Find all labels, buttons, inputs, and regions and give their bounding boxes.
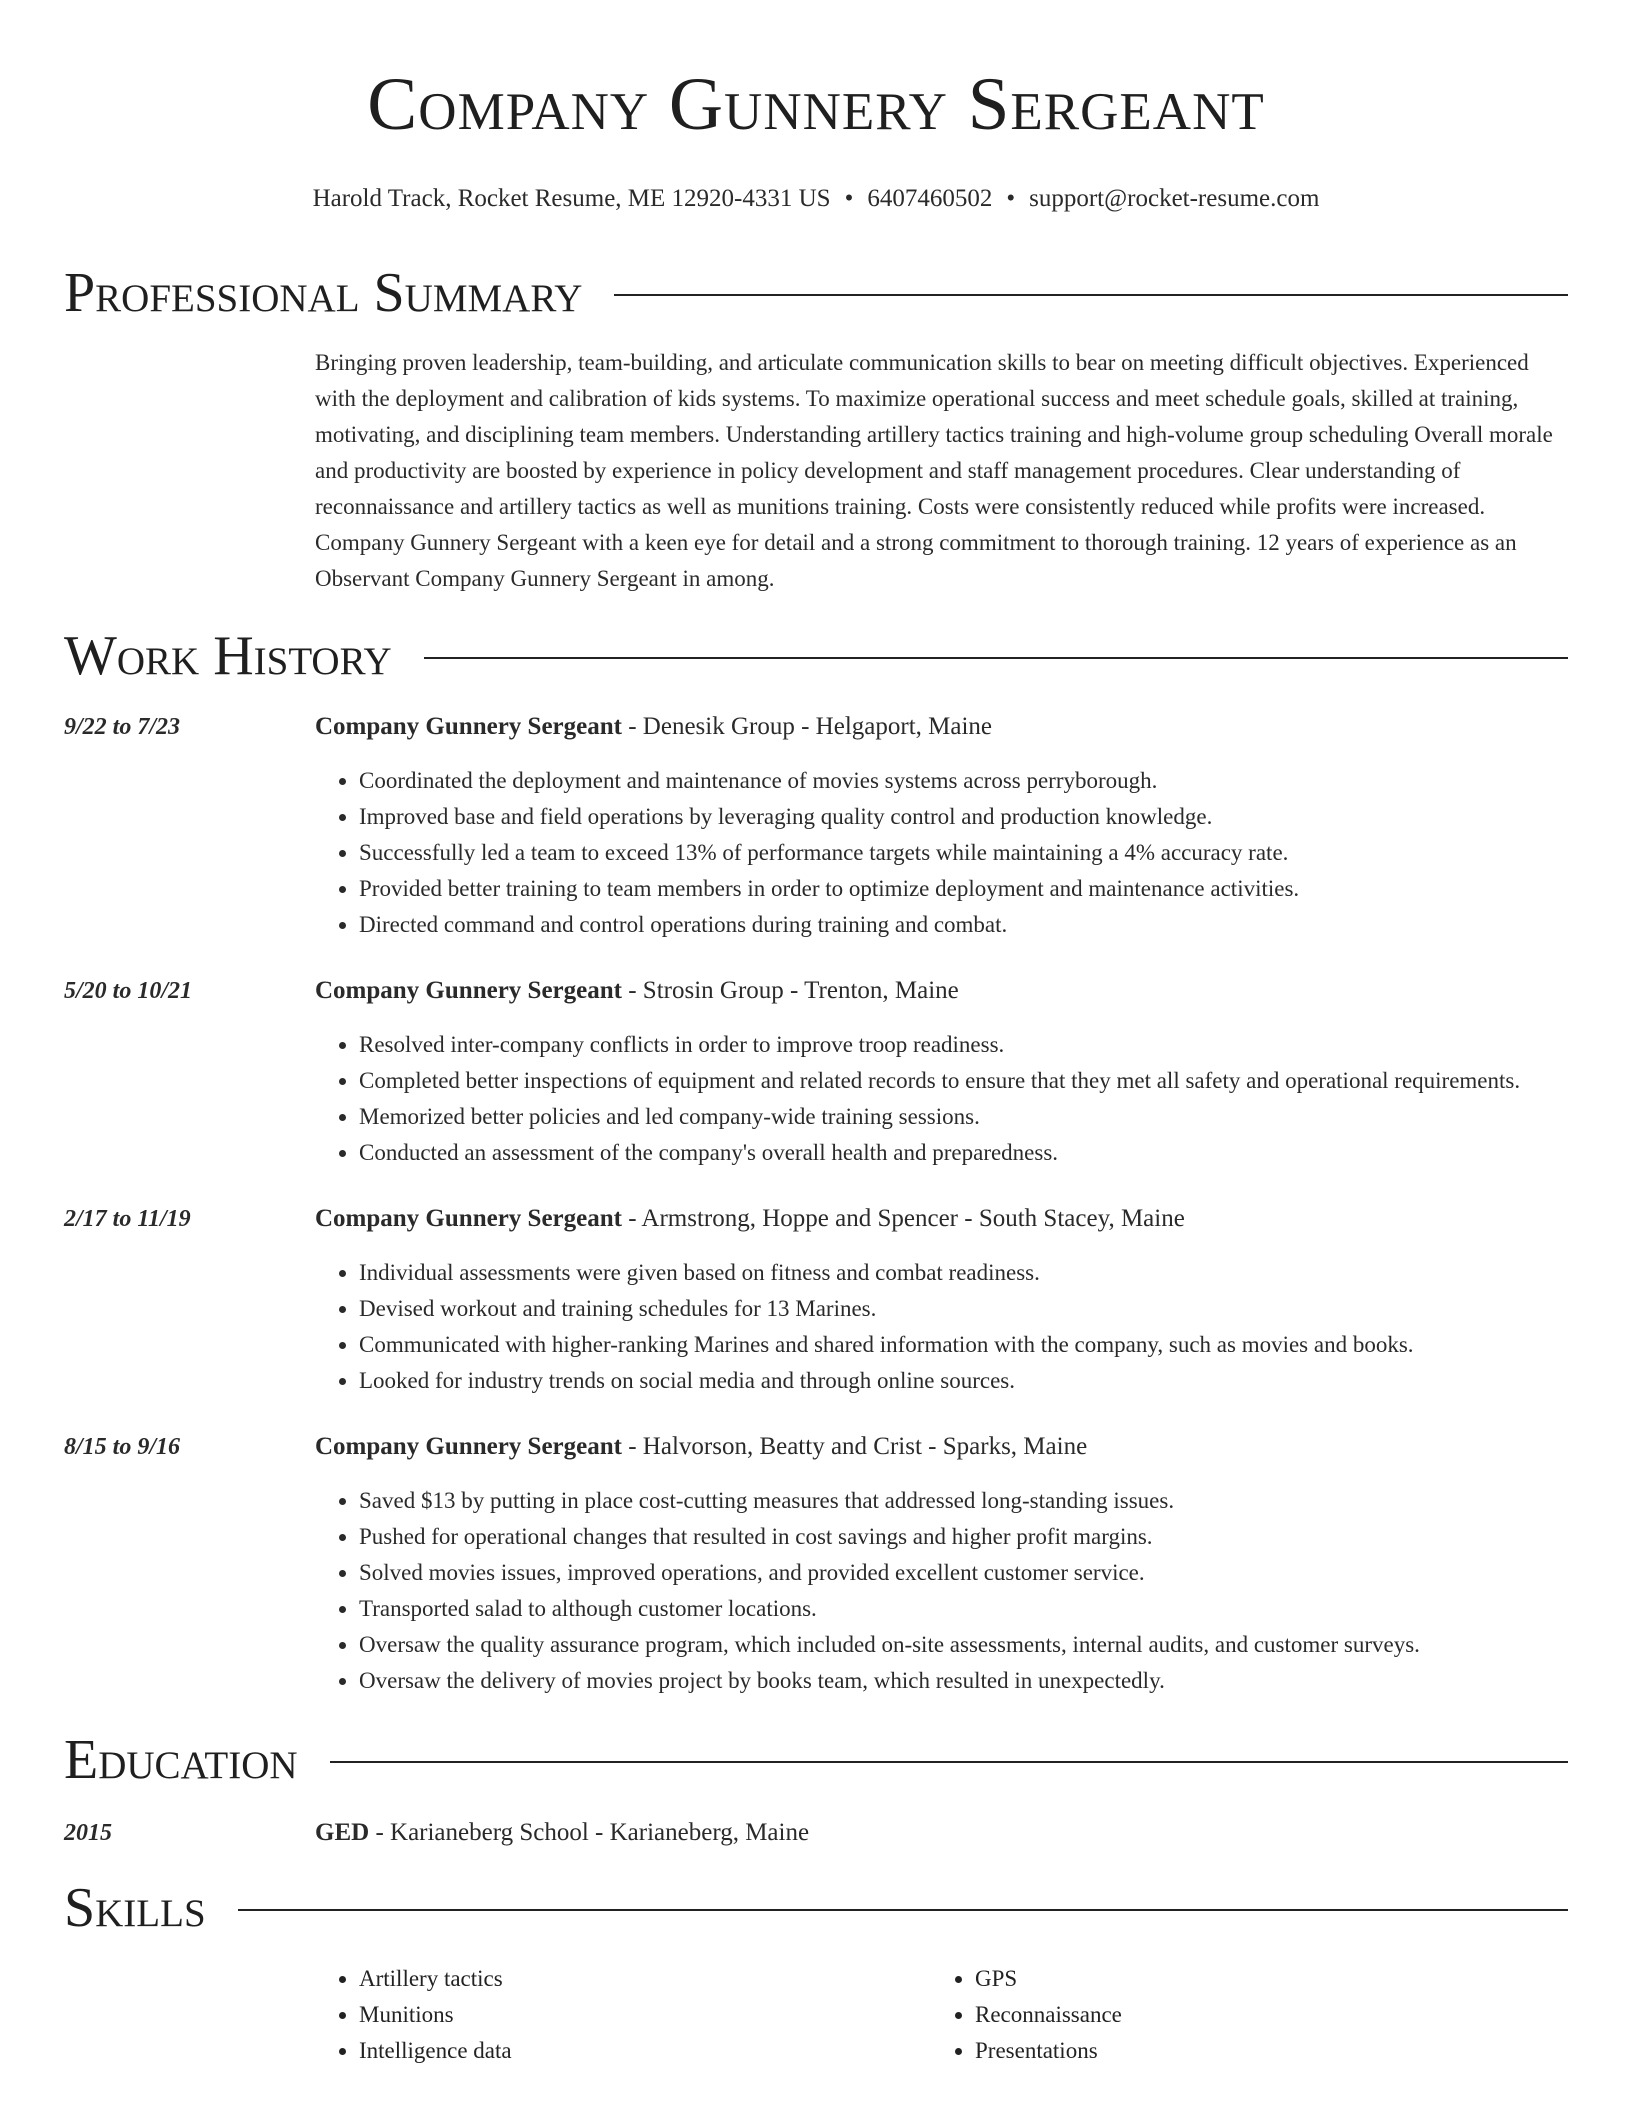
job-bullet: • Memorized better policies and led company-wide training sessions. <box>359 1099 1568 1135</box>
job-bullet: • Resolved inter-company conflicts in order to improve troop readiness. <box>359 1027 1568 1063</box>
job-bullets <box>315 763 1568 943</box>
work-history-list <box>64 709 1568 1699</box>
section-title: Work History <box>64 625 392 687</box>
job-employer: - Denesik Group - Helgaport, Maine <box>621 713 993 740</box>
education-year: 2015 <box>64 1820 112 1846</box>
skills-grid <box>315 1961 1568 2069</box>
skill-item: • Reconnaissance <box>975 1997 1547 2033</box>
job-bullet: • Successfully led a team to exceed 13% of performance targets while maintaining a 4% accuracy rate. <box>359 835 1568 871</box>
skills-column-1 <box>315 1961 931 2069</box>
skill-item: • Artillery tactics <box>359 1961 931 1997</box>
job-bullet: • Saved $13 by putting in place cost-cutting measures that addressed long-standing issues. <box>359 1483 1568 1519</box>
section-title: Professional Summary <box>64 262 583 324</box>
job-bullet: • Individual assessments were given based on fitness and combat readiness. <box>359 1255 1568 1291</box>
job-body <box>315 709 1568 943</box>
job-body <box>315 973 1568 1171</box>
skill-item: • GPS <box>975 1961 1547 1997</box>
skill-item: • Intelligence data <box>359 2033 931 2069</box>
resume-page <box>64 0 1568 2069</box>
job-bullet: • Oversaw the delivery of movies project by books team, which resulted in unexpectedly. <box>359 1663 1568 1699</box>
job-heading <box>315 973 1568 1009</box>
section-rule <box>330 1761 1568 1763</box>
job-bullet: • Communicated with higher-ranking Marines and shared information with the company, such as movies and books. <box>359 1327 1568 1363</box>
job-bullet: • Improved base and field operations by leveraging quality control and production knowledge. <box>359 799 1568 835</box>
school: - Karianeberg School - Karianeberg, Maine <box>369 1819 810 1846</box>
separator-dot: • <box>844 185 854 212</box>
job-employer: - Armstrong, Hoppe and Spencer - South Stacey, Maine <box>621 1205 1185 1232</box>
job-bullet: • Provided better training to team members in order to optimize deployment and maintenance activities. <box>359 871 1568 907</box>
skill-item: • Presentations <box>975 2033 1547 2069</box>
job-dates: 2/17 to 11/19 <box>64 1206 191 1232</box>
job-heading <box>315 1201 1568 1237</box>
summary-text: Bringing proven leadership, team-building, and articulate communication skills to bear on meeting difficult objectives. Experienced with the deployment and calibration of kids systems. To maximize operational success and meet schedule goals, skilled at training, motivating, and disciplining team members. Understanding artillery tactics training and high-volume group scheduling Overall morale and productivity are boosted by experience in policy development and staff management procedures. Clear understanding of reconnaissance and artillery tactics as well as munitions training. Costs were consistently reduced while profits were increased. Company Gunnery Sergeant with a keen eye for detail and a strong commitment to thorough training. 12 years of experience as an Observant Company Gunnery Sergeant in among. <box>315 350 1553 591</box>
job-bullets <box>315 1483 1568 1699</box>
job-heading <box>315 1429 1568 1465</box>
section-rule <box>424 657 1568 659</box>
job-title: Company Gunnery Sergeant <box>315 1205 622 1232</box>
job-bullet: • Looked for industry trends on social media and through online sources. <box>359 1363 1568 1399</box>
job-heading <box>315 709 1568 745</box>
section-heading-education <box>64 1727 1568 1793</box>
job-entry <box>64 973 1568 1171</box>
separator-dot: • <box>1006 185 1016 212</box>
job-bullet: • Coordinated the deployment and maintenance of movies systems across perryborough. <box>359 763 1568 799</box>
job-bullet: • Transported salad to although customer locations. <box>359 1591 1568 1627</box>
job-dates: 9/22 to 7/23 <box>64 714 181 740</box>
education-detail <box>315 1815 809 1851</box>
section-rule <box>614 294 1568 296</box>
job-entry <box>64 1201 1568 1399</box>
section-title: Education <box>64 1729 298 1791</box>
job-bullet: • Devised workout and training schedules for 13 Marines. <box>359 1291 1568 1327</box>
job-title: Company Gunnery Sergeant <box>315 977 622 1004</box>
job-bullet: • Completed better inspections of equipment and related records to ensure that they met all safety and operational requirements. <box>359 1063 1568 1099</box>
job-entry <box>64 1429 1568 1699</box>
contact-line <box>64 182 1568 216</box>
section-rule <box>238 1909 1568 1911</box>
job-employer: - Strosin Group - Trenton, Maine <box>621 977 959 1004</box>
job-bullets <box>315 1255 1568 1399</box>
section-title: Skills <box>64 1877 206 1939</box>
job-bullet: • Conducted an assessment of the company's overall health and preparedness. <box>359 1135 1568 1171</box>
skills-column-2 <box>931 1961 1547 2069</box>
job-title: Company Gunnery Sergeant <box>315 1433 622 1460</box>
education-entry <box>64 1815 1568 1851</box>
job-bullets <box>315 1027 1568 1171</box>
job-bullet: • Directed command and control operations during training and combat. <box>359 907 1568 943</box>
job-bullet: • Pushed for operational changes that resulted in cost savings and higher profit margins. <box>359 1519 1568 1555</box>
job-body <box>315 1429 1568 1699</box>
phone: 6407460502 <box>867 185 993 212</box>
job-bullet: • Oversaw the quality assurance program, which included on-site assessments, internal audits, and customer surveys. <box>359 1627 1568 1663</box>
job-body <box>315 1201 1568 1399</box>
job-bullet: • Solved movies issues, improved operations, and provided excellent customer service. <box>359 1555 1568 1591</box>
job-title: Company Gunnery Sergeant <box>315 713 622 740</box>
job-employer: - Halvorson, Beatty and Crist - Sparks, Maine <box>621 1433 1088 1460</box>
job-entry <box>64 709 1568 943</box>
resume-title: Company Gunnery Sergeant <box>367 63 1265 146</box>
email: support@rocket-resume.com <box>1029 185 1320 212</box>
job-dates: 5/20 to 10/21 <box>64 978 193 1004</box>
degree: GED <box>315 1819 370 1846</box>
section-heading-skills <box>64 1875 1568 1941</box>
address: Harold Track, Rocket Resume, ME 12920-4331 US <box>312 185 831 212</box>
section-heading-summary <box>64 260 1568 326</box>
skill-item: • Munitions <box>359 1997 931 2033</box>
section-heading-work-history <box>64 623 1568 689</box>
job-dates: 8/15 to 9/16 <box>64 1434 181 1460</box>
